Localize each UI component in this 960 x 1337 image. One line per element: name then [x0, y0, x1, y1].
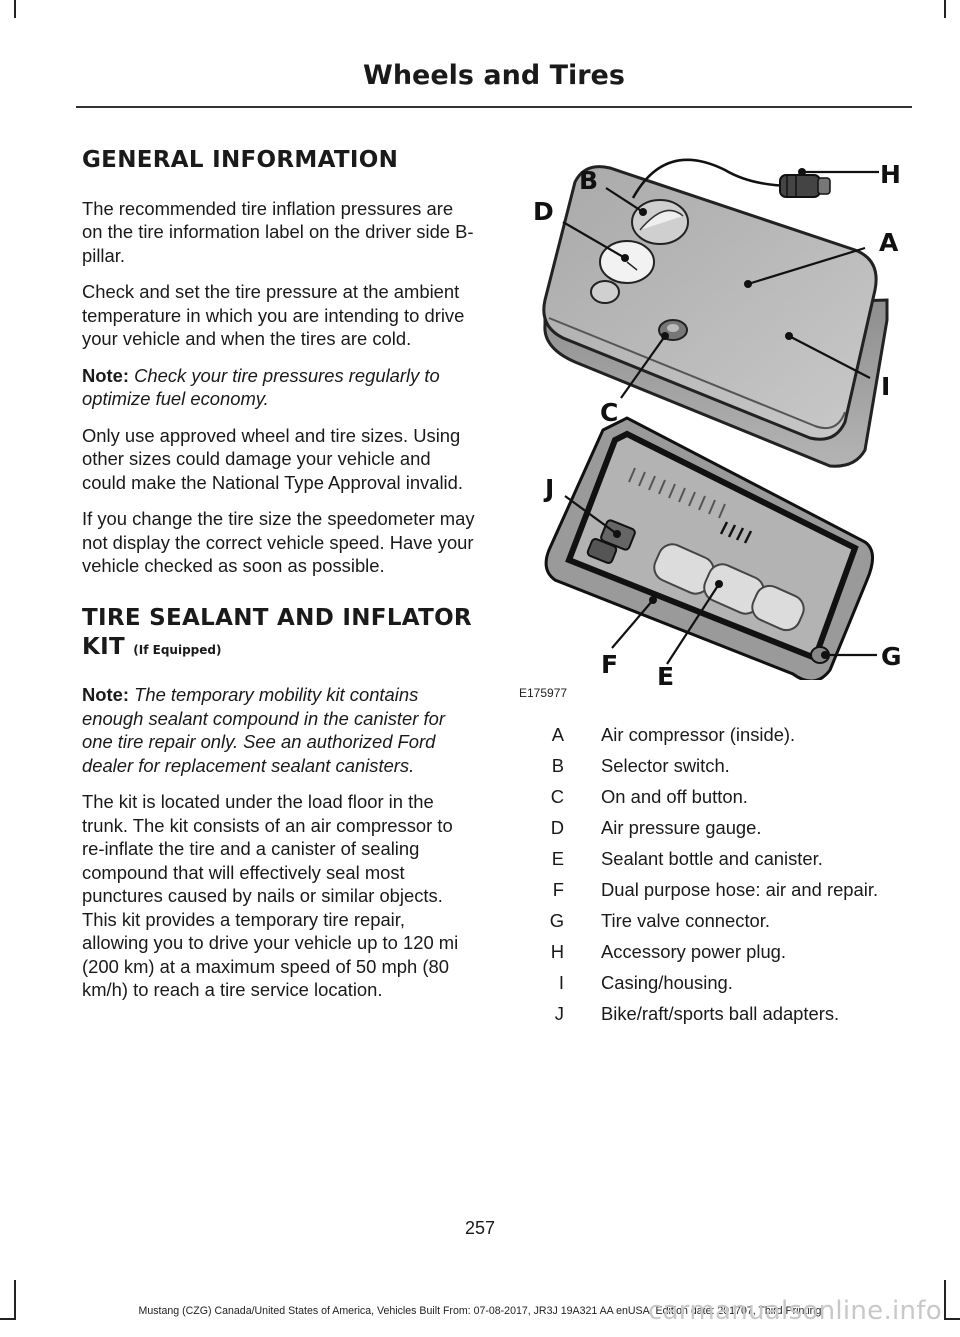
legend-desc: Air compressor (inside). [601, 724, 796, 745]
legend-desc: Sealant bottle and canister. [601, 848, 823, 869]
left-column [82, 146, 476, 1015]
kit-heading [82, 604, 476, 662]
watermark: carmanualsonline.info [647, 1296, 942, 1326]
legend-desc: Bike/raft/sports ball adapters. [601, 1003, 840, 1024]
figure-label-b: B [579, 166, 599, 195]
legend-key: H [550, 941, 564, 962]
general-note-1 [82, 364, 476, 411]
legend-desc: Dual purpose hose: air and repair. [601, 879, 879, 900]
legend-item [520, 817, 910, 839]
legend-key: E [551, 848, 564, 869]
legend-item [520, 879, 910, 901]
legend-desc: On and off button. [601, 786, 748, 807]
general-information-heading: GENERAL INFORMATION [82, 147, 399, 173]
legend-item [520, 724, 910, 746]
legend-desc: Selector switch. [601, 755, 730, 776]
figure-label-j: J [545, 474, 555, 503]
note-label: Note: [82, 364, 129, 386]
legend-key: D [550, 817, 564, 838]
note-label: Note: [82, 684, 129, 706]
crop-mark-bottom-right-h [944, 1318, 960, 1320]
page-number: 257 [464, 1218, 496, 1238]
legend-desc: Casing/housing. [601, 972, 733, 993]
legend-item [520, 786, 910, 808]
legend-key: F [552, 879, 564, 900]
general-para-4: If you change the tire size the speedometer may not display the correct vehicle speed. Have your vehicle checked as soon as possible. [82, 508, 475, 577]
note-text: The temporary mobility kit contains enough sealant compound in the canister for one tire repair only. See an authorized Ford dealer for replacement sealant canisters. [82, 684, 445, 776]
general-para-1: The recommended tire inflation pressures are on the tire information label on the driver side B-pillar. [82, 197, 474, 266]
figure-code: E175977 [519, 686, 568, 700]
figure-label-d: D [533, 197, 554, 226]
note-text: Check your tire pressures regularly to optimize fuel economy. [82, 364, 440, 410]
power-plug [780, 175, 830, 197]
figure-label-f: F [601, 650, 619, 679]
figure-label-c: C [600, 398, 619, 427]
legend-key: C [550, 786, 564, 807]
round-knob [591, 281, 619, 303]
legend-key: G [549, 910, 564, 931]
legend-key: B [551, 755, 564, 776]
kit-note [82, 683, 476, 777]
legend-item [520, 1003, 910, 1025]
tire-kit-illustration [515, 150, 915, 680]
kit-heading-text: TIRE SEALANT AND INFLATOR KIT [82, 604, 472, 660]
section-title: Wheels and Tires [363, 60, 625, 91]
figure-label-e: E [657, 662, 675, 691]
figure-legend [520, 724, 910, 1034]
crop-mark-bottom-left-h [0, 1318, 16, 1320]
tire-kit-figure [515, 150, 915, 700]
legend-item [520, 941, 910, 963]
header-rule [76, 106, 912, 108]
general-para-2: Check and set the tire pressure at the ambient temperature in which you are intending to drive your vehicle and when the tires are cold. [82, 281, 465, 350]
legend-key: J [554, 1003, 564, 1024]
compressor-top [544, 167, 876, 440]
legend-desc: Tire valve connector. [601, 910, 770, 931]
crop-mark-top-left-v [14, 0, 16, 18]
legend-item [520, 755, 910, 777]
legend-desc: Accessory power plug. [601, 941, 787, 962]
legend-item [520, 910, 910, 932]
legend-item [520, 848, 910, 870]
general-para-3: Only use approved wheel and tire sizes. Using other sizes could damage your vehicle and could make the National Type Approval invalid. [82, 424, 463, 493]
legend-item [520, 972, 910, 994]
legend-desc: Air pressure gauge. [601, 817, 762, 838]
kit-heading-qualifier: (If Equipped) [133, 642, 222, 657]
figure-label-h: H [880, 160, 901, 189]
figure-label-a: A [879, 228, 899, 257]
edition-footer: Mustang (CZG) Canada/United States of America, Vehicles Built From: 07-08-2017, JR3J 19A321 AA enUSA, Edition date: 201707, Third Printing [138, 1305, 822, 1317]
legend-key: I [558, 972, 564, 993]
legend-key: A [551, 724, 564, 745]
figure-label-i: I [881, 372, 891, 401]
crop-mark-top-right-v [944, 0, 946, 18]
figure-label-g: G [881, 642, 902, 671]
kit-para-1: The kit is located under the load floor in the trunk. The kit consists of an air compressor to re-inflate the tire and a canister of sealing compound that will effectively seal most punctures caused by nails or similar objects. This kit provides a temporary tire repair, allowing you to drive your vehicle up to 120 mi (200 km) at a maximum speed of 50 mph (80 km/h) to reach a tire service location. [82, 791, 459, 1001]
